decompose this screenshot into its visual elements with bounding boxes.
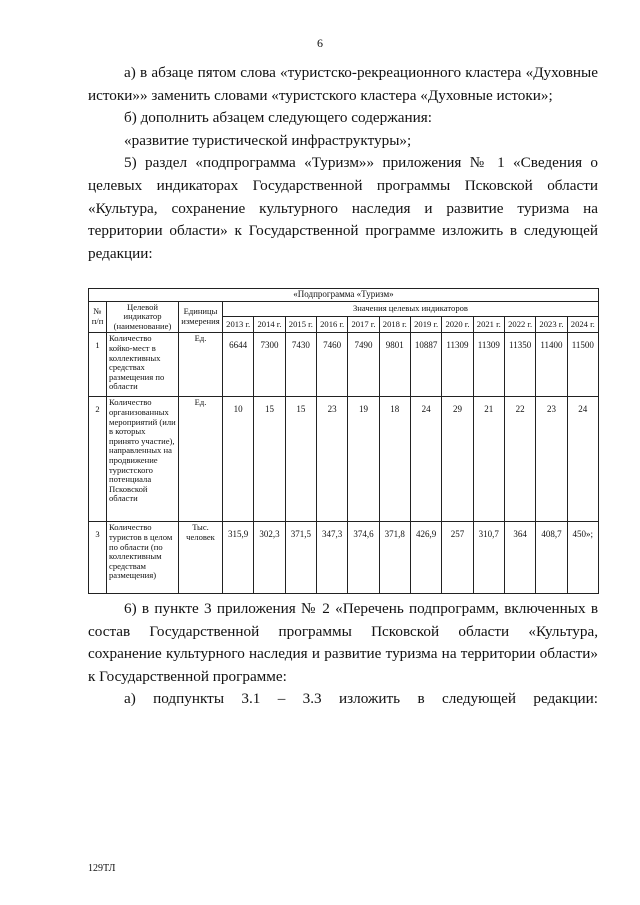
row-number: 2 <box>89 397 107 522</box>
table-row <box>89 333 599 397</box>
paragraph-quote: «развитие туристической инфраструктуры»; <box>124 131 412 149</box>
indicator-name: Количество организованных мероприятий (или в которых принято участие), направленных на продвижение туристского потенциала Псковской области <box>107 397 179 522</box>
indicator-value: 11309 <box>473 333 504 397</box>
indicator-value: 374,6 <box>348 522 379 594</box>
indicator-value: 15 <box>254 397 285 522</box>
indicator-value: 450»; <box>567 522 598 594</box>
indicator-value: 11309 <box>442 333 473 397</box>
header-values: Значения целевых индикаторов <box>223 301 599 317</box>
header-year: 2016 г. <box>316 317 347 333</box>
indicator-value: 6644 <box>223 333 254 397</box>
indicator-value: 426,9 <box>410 522 441 594</box>
indicator-value: 7430 <box>285 333 316 397</box>
indicator-value: 9801 <box>379 333 410 397</box>
indicator-value: 18 <box>379 397 410 522</box>
indicator-name: Количество койко-мест в коллективных средствах размещения по области <box>107 333 179 397</box>
header-unit: Единицы измерения <box>179 301 223 333</box>
header-year: 2019 г. <box>410 317 441 333</box>
indicator-value: 23 <box>316 397 347 522</box>
header-year: 2014 г. <box>254 317 285 333</box>
indicator-value: 11500 <box>567 333 598 397</box>
indicator-value: 257 <box>442 522 473 594</box>
paragraph-a: а) в абзаце пятом слова «туристско-рекреационного кластера «Духовные истоки»» заменить словами «туристского кластера «Духовные истоки»; <box>88 64 598 104</box>
indicator-unit: Ед. <box>179 333 223 397</box>
header-year: 2020 г. <box>442 317 473 333</box>
indicator-value: 11400 <box>536 333 567 397</box>
indicator-unit: Ед. <box>179 397 223 522</box>
indicator-value: 364 <box>504 522 535 594</box>
header-year: 2015 г. <box>285 317 316 333</box>
row-number: 3 <box>89 522 107 594</box>
indicator-value: 29 <box>442 397 473 522</box>
indicator-value: 23 <box>536 397 567 522</box>
indicator-value: 310,7 <box>473 522 504 594</box>
body-text-bottom <box>88 598 598 711</box>
indicators-table <box>88 288 599 594</box>
table-header-row <box>89 301 599 317</box>
indicator-unit: Тыс. человек <box>179 522 223 594</box>
indicator-value: 24 <box>567 397 598 522</box>
indicator-value: 347,3 <box>316 522 347 594</box>
header-indicator: Целевой индикатор (наименование) <box>107 301 179 333</box>
indicator-value: 10 <box>223 397 254 522</box>
indicator-value: 408,7 <box>536 522 567 594</box>
header-year: 2022 г. <box>504 317 535 333</box>
paragraph-6a: а) подпункты 3.1 – 3.3 изложить в следующей редакции: <box>124 690 598 708</box>
page-number: 6 <box>317 36 323 50</box>
indicator-value: 21 <box>473 397 504 522</box>
header-year: 2013 г. <box>223 317 254 333</box>
indicator-value: 371,5 <box>285 522 316 594</box>
table-row <box>89 522 599 594</box>
indicator-value: 315,9 <box>223 522 254 594</box>
table-subprogram-row <box>89 289 599 302</box>
header-year: 2021 г. <box>473 317 504 333</box>
header-year: 2018 г. <box>379 317 410 333</box>
indicator-value: 7460 <box>316 333 347 397</box>
row-number: 1 <box>89 333 107 397</box>
indicator-value: 7300 <box>254 333 285 397</box>
paragraph-5: 5) раздел «подпрограмма «Туризм»» приложения № 1 «Сведения о целевых индикаторах Государственной программы Псковской области «Культура, сохранение культурного наследия и развитие туризма на территории области» к Государственной программе изложить в следующей редакции: <box>88 154 598 262</box>
subprogram-title: «Подпрограмма «Туризм» <box>89 289 599 302</box>
indicator-value: 7490 <box>348 333 379 397</box>
table-body <box>89 333 599 594</box>
indicator-value: 11350 <box>504 333 535 397</box>
header-year: 2017 г. <box>348 317 379 333</box>
body-text-top <box>88 62 598 265</box>
paragraph-6: 6) в пункте 3 приложения № 2 «Перечень подпрограмм, включенных в состав Государственной программы Псковской области «Культура, сохранение культурного наследия и развитие туризма на территории области» к Государственной программе: <box>88 600 598 685</box>
footer-document-code: 129ТЛ <box>88 863 116 874</box>
indicator-value: 10887 <box>410 333 441 397</box>
header-year: 2023 г. <box>536 317 567 333</box>
paragraph-b: б) дополнить абзацем следующего содержания: <box>124 109 432 127</box>
header-number: № п/п <box>89 301 107 333</box>
indicator-value: 22 <box>504 397 535 522</box>
indicator-value: 302,3 <box>254 522 285 594</box>
indicator-value: 19 <box>348 397 379 522</box>
indicator-value: 371,8 <box>379 522 410 594</box>
indicator-value: 15 <box>285 397 316 522</box>
table-row <box>89 397 599 522</box>
indicator-name: Количество туристов в целом по области (по коллективным средствам размещения) <box>107 522 179 594</box>
header-year: 2024 г. <box>567 317 598 333</box>
indicator-value: 24 <box>410 397 441 522</box>
